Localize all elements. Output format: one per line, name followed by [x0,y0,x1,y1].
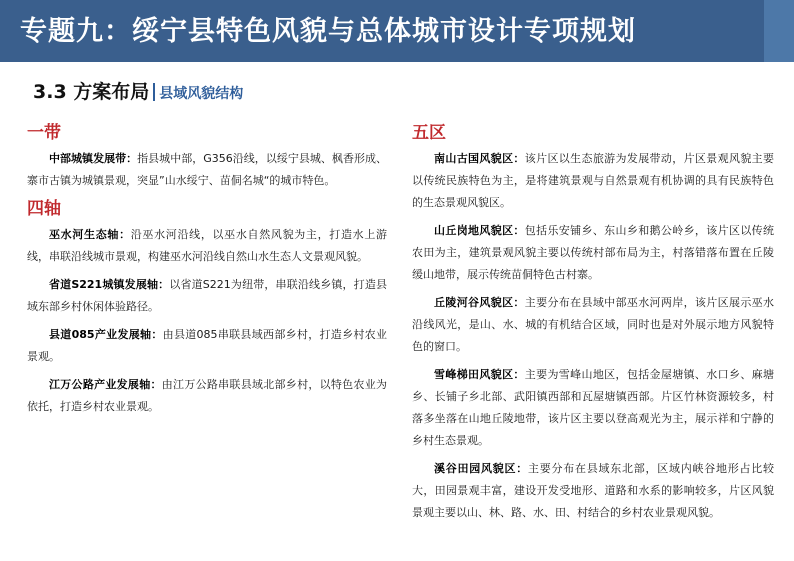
zone-item-text: 主要为雪峰山地区，包括金屋塘镇、水口乡、麻塘乡、长铺子乡北部、武阳镇西部和瓦屋塘镇西部。片区竹林资源较多，村落多坐落在山地丘陵地带，该片区主要以登高观光为主，展示祥和宁静的乡村生态景观。 [412,368,775,447]
zone-item-text: 包括乐安铺乡、东山乡和鹅公岭乡，该片区以传统农田为主，建筑景观风貌主要以传统村部布局为主，村落错落布置在丘陵缓山地带，展示传统苗侗特色古村寨。 [412,224,775,281]
axis-item-text: 由江万公路串联县域北部乡村，以特色农业为依托，打造乡村农业景观。 [27,378,388,413]
header-banner [0,0,794,62]
zone-item [412,364,774,452]
section-heading [33,77,243,104]
axis-item-label: 江万公路产业发展轴： [49,378,162,391]
belt-heading: 一带 [27,123,61,143]
axis-item-text: 由县道085串联县域西部乡村，打造乡村农业景观。 [27,328,387,363]
axes-heading: 四轴 [27,199,61,219]
section-number: 3.3 方案布局 [33,81,150,103]
right-column [412,122,774,530]
section-divider [153,83,155,101]
axis-item [27,324,387,368]
zone-item-text: 主要分布在县域中部巫水河两岸，该片区展示巫水沿线风光，是山、水、城的有机结合区域，同时也是对外展示地方风貌特色的窗口。 [412,296,775,353]
axis-item-label: 县道085产业发展轴： [49,328,163,341]
belt-item-label: 中部城镇发展带： [49,152,138,165]
belt-item-text: 指县城中部，G356沿线，以绥宁县城、枫香形成、寨市古镇为城镇景观，突显”山水绥宁、苗侗名城“的城市特色。 [27,152,387,187]
header-accent-bar [764,0,794,62]
zone-item [412,458,774,524]
zone-item-label: 山丘岗地风貌区： [434,224,525,237]
axis-item-text: 以省道S221为纽带，串联沿线乡镇，打造县域东部乡村休闲体验路径。 [27,278,387,313]
zone-item-label: 雪峰梯田风貌区： [434,368,525,381]
belt-item [27,148,387,192]
zone-item [412,292,774,358]
zone-item-label: 溪谷田园风貌区： [434,462,528,475]
page-title: 专题九：绥宁县特色风貌与总体城市设计专项规划 [20,16,636,47]
section-subtitle: 县域风貌结构 [159,86,244,102]
zone-item-text: 主要分布在县域东北部，区域内峡谷地形占比较大，田园景观丰富，建设开发受地形、道路和水系的影响较多，片区风貌景观主要以山、林、路、水、田、村结合的乡村农业景观风貌。 [412,462,774,519]
axis-item [27,224,387,268]
axis-item-label: 巫水河生态轴： [49,228,131,241]
left-column [27,122,387,424]
zone-item-label: 南山古国风貌区： [434,152,525,165]
axis-item [27,374,387,418]
axis-item [27,274,387,318]
zone-item [412,220,774,286]
zone-item-text: 该片区以生态旅游为发展带动，片区景观风貌主要以传统民族特色为主，是将建筑景观与自然景观有机协调的具有民族特色的生态景观风貌区。 [412,152,775,209]
axis-item-label: 省道S221城镇发展轴： [49,278,170,291]
zone-item-label: 丘陵河谷风貌区： [434,296,525,309]
axis-item-text: 沿巫水河沿线，以巫水自然风貌为主，打造水上游线，串联沿线城市景观，构建巫水河沿线自然山水生态人文景观风貌。 [27,228,387,263]
zone-item [412,148,774,214]
zones-heading: 五区 [412,123,446,143]
